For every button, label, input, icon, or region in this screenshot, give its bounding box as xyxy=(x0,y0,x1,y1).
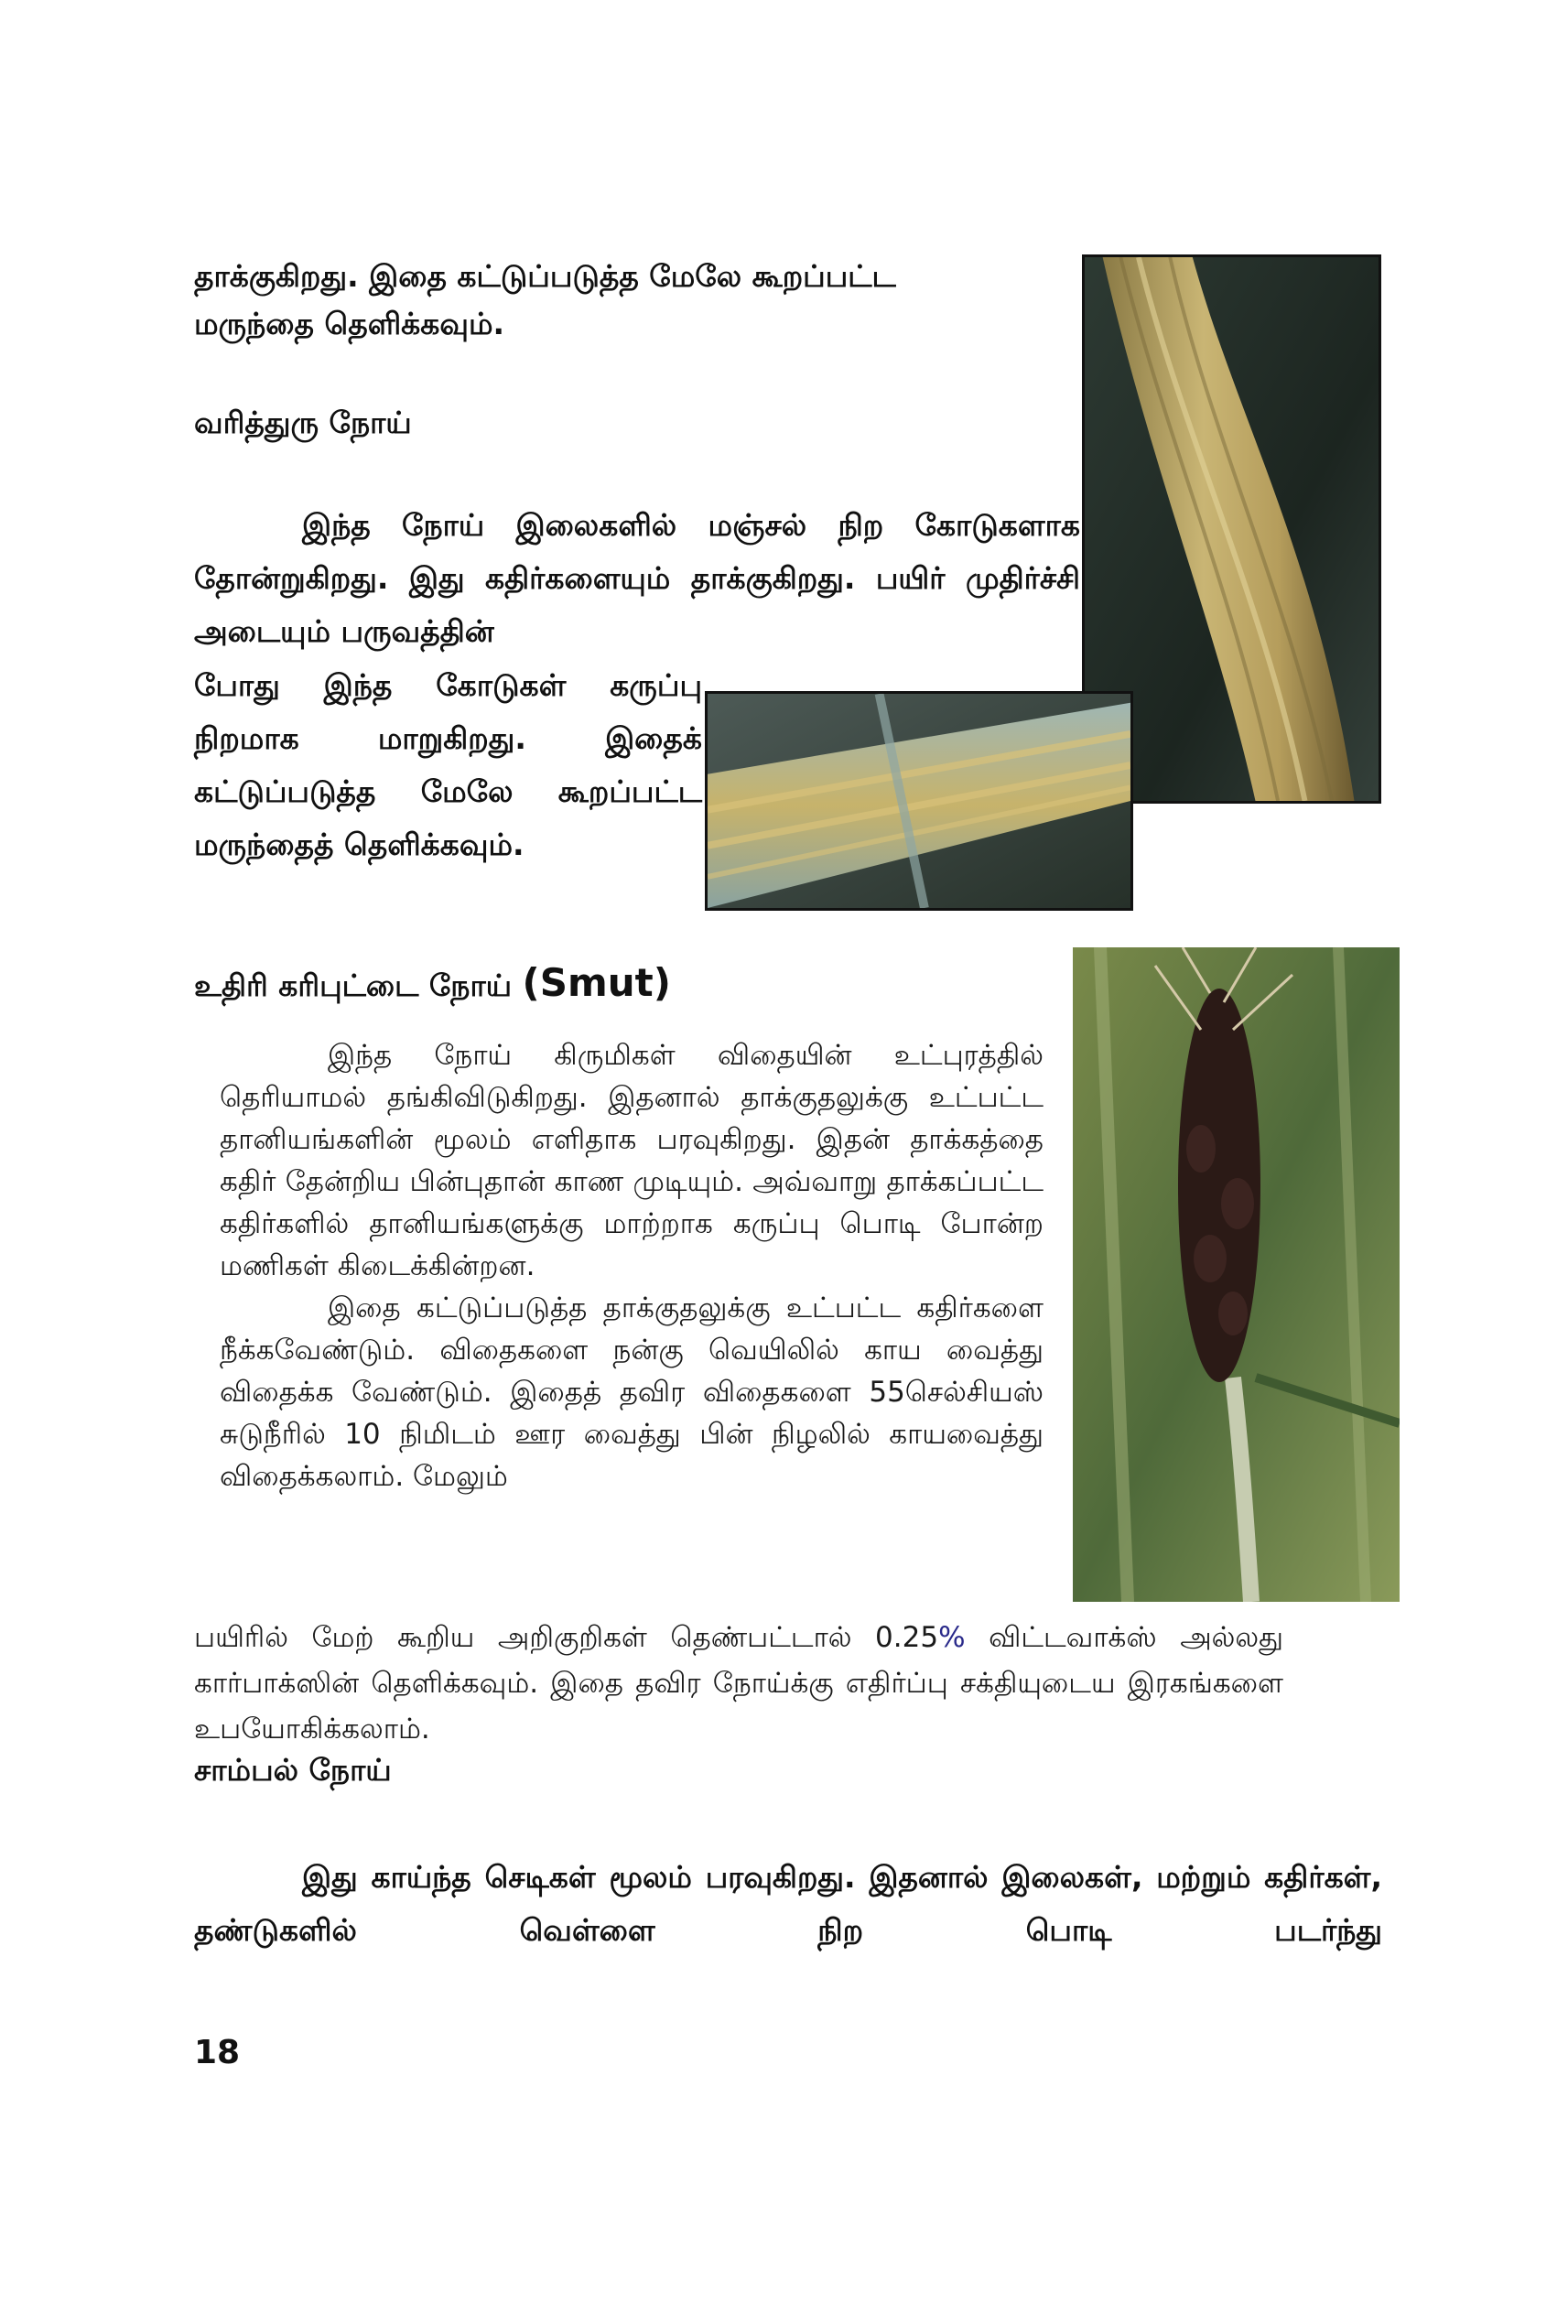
smut-paragraph-3-text xyxy=(194,1615,1283,1752)
smut-p3-pre: பயிரில் மேற் கூறிய அறிகுறிகள் தெண்பட்டால் 0.25 xyxy=(194,1621,939,1654)
smut-paragraph-1: இந்த நோய் கிருமிகள் விதையின் உட்புரத்தில் தெரியாமல் தங்கிவிடுகிறது. இதனால் தாக்குதலுக்கு உட்பட்ட தானியங்களின் மூலம் எளிதாக பரவுகிறது. இதன் தாக்கத்தை கதிர் தேன்றிய பின்புதான் காண முடியும். அவ்வாறு தாக்கப்பட்ட கதிர்களில் தானியங்களுக்கு மாற்றாக கருப்பு பொடி போன்ற மணிகள் கிடைக்கின்றன. xyxy=(220,1039,1044,1282)
smut-p3-pct: % xyxy=(938,1621,966,1654)
smut-paragraphs xyxy=(220,1034,1044,1497)
smut-p3-post: விட்டவாக்ஸ் அல்லது கார்பாக்ஸின் தெளிக்கவும். இதை தவிர நோய்க்கு எதிர்ப்பு சக்தியுடைய இரகங்களை உபயோகிக்கலாம். xyxy=(194,1621,1283,1746)
stripe-rust-paragraph-side xyxy=(194,659,702,871)
page-number: 18 xyxy=(194,2034,241,2071)
stripe-rust-heading: வரித்துரு நோய் xyxy=(194,405,412,440)
smut-heading xyxy=(194,959,671,1010)
striped-leaf-photo xyxy=(705,691,1133,911)
smut-heading-latin: (Smut) xyxy=(522,960,671,1005)
smut-paragraph-2: இதை கட்டுப்படுத்த தாக்குதலுக்கு உட்பட்ட கதிர்களை நீக்கவேண்டும். விதைகளை நன்கு வெயிலில் காய வைத்து விதைக்க வேண்டும். இதைத் தவிர விதைகளை 55செல்சியஸ் சுடுநீரில் 10 நிமிடம் ஊர வைத்து பின் நிழலில் காயவைத்து விதைக்கலாம். மேலும் xyxy=(220,1292,1044,1493)
intro-line-1: தாக்குகிறது. இதை கட்டுப்படுத்த மேலே கூறப்பட்ட xyxy=(194,258,896,294)
stripe-rust-paragraph-top xyxy=(194,499,1080,658)
powdery-heading: சாம்பல் நோய் xyxy=(194,1752,392,1788)
stripe-rust-text-side: போது இந்த கோடுகள் கருப்பு நிறமாக மாறுகிறது. இதைக் கட்டுப்படுத்த மேலே கூறப்பட்ட மருந்தைத் தெளிக்கவும். xyxy=(194,667,702,862)
intro-line-2: மருந்தை தெளிக்கவும். xyxy=(194,306,505,341)
smut-heading-tamil: உதிரி கரிபுட்டை நோய் xyxy=(194,967,513,1003)
intro-text xyxy=(194,253,1082,348)
powdery-paragraph xyxy=(194,1851,1382,1957)
smut-wheat-photo xyxy=(1073,947,1400,1602)
smut-paragraph-3 xyxy=(194,1615,1283,1752)
powdery-paragraph-text: இது காய்ந்த செடிகள் மூலம் பரவுகிறது. இதனால் இலைகள், மற்றும் கதிர்கள், தண்டுகளில் வெள்ளை நிற பொடி படர்ந்து xyxy=(194,1859,1382,1948)
stripe-rust-text-top: இந்த நோய் இலைகளில் மஞ்சல் நிற கோடுகளாக தோன்றுகிறது. இது கதிர்களையும் தாக்குகிறது. பயிர் முதிர்ச்சி அடையும் பருவத்தின் xyxy=(194,507,1080,649)
